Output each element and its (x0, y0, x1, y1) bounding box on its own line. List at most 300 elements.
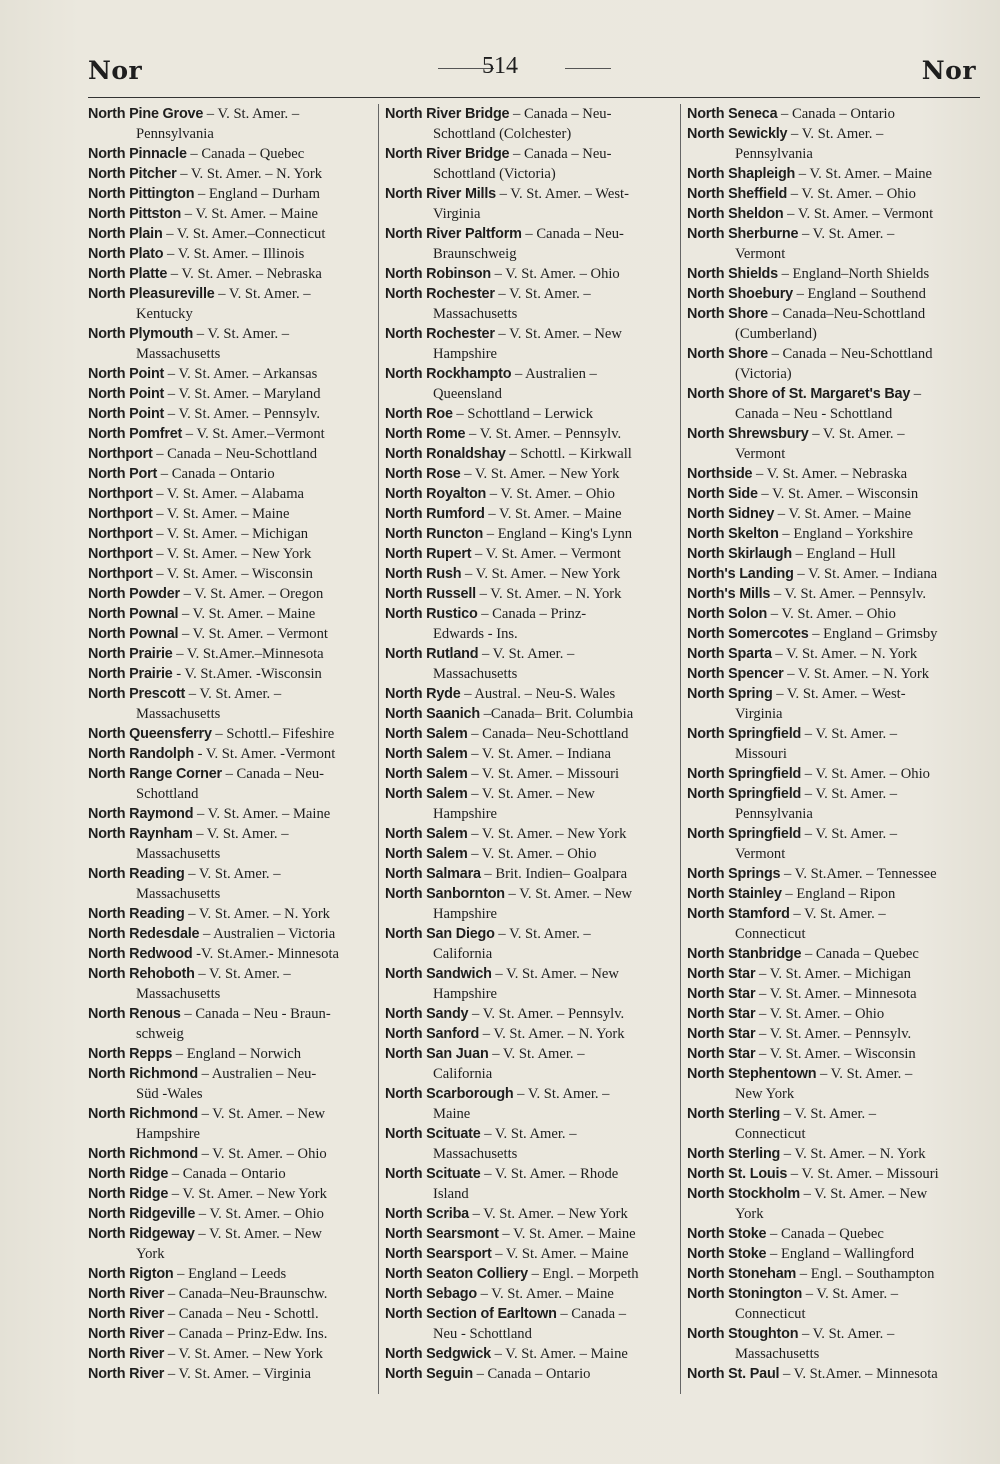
entry-place-name: North Springfield (687, 766, 802, 782)
gazetteer-entry (88, 404, 384, 424)
gazetteer-entry (88, 724, 384, 744)
entry-location: – V. St. Amer. – (185, 686, 282, 702)
entry-place-name: North Scriba (385, 1206, 469, 1222)
running-head-right: Nor (921, 56, 976, 85)
entry-place-name: North Raymond (88, 806, 194, 822)
entry-location: – V. St. Amer. – N. York (479, 1026, 625, 1042)
gazetteer-entry (687, 1024, 983, 1044)
entry-location: – V. St. Amer. – New (197, 1106, 326, 1122)
entry-location: – V. St. Amer. – Maryland (164, 386, 321, 402)
entry-place-name: North San Diego (385, 926, 495, 942)
entry-location-continued: Hampshire (433, 906, 498, 922)
entry-location: – V. St. Amer. – (798, 1326, 895, 1342)
entry-location: – V. St. Amer. – (214, 286, 311, 302)
gazetteer-entry (687, 1264, 983, 1284)
entry-place-name: North Scarborough (385, 1086, 514, 1102)
gazetteer-entry (385, 684, 677, 704)
entry-location: – V. St. Amer. – Maine (193, 806, 331, 822)
column-3 (680, 104, 983, 1394)
entry-location: – V. St. Amer. – New (194, 1226, 322, 1242)
entry-location: – V. St. Amer. – Nebraska (167, 266, 322, 282)
entry-place-name: North Point (88, 366, 165, 382)
column-1 (88, 104, 384, 1394)
entry-place-name: North Rochester (385, 286, 495, 302)
entry-place-name: North Somercotes (687, 626, 809, 642)
entry-place-name: North Rigton (88, 1266, 174, 1282)
entry-location: – V. St. Amer. – Arkansas (164, 366, 318, 382)
entry-location: – V. St. Amer. – Maine (774, 506, 912, 522)
entry-place-name: Northside (687, 466, 753, 482)
entry-location: – V. St. Amer. – Pennsylv. (164, 406, 320, 422)
entry-place-name: North Redesdale (88, 926, 200, 942)
entry-location: – V. St. Amer. – Maine (795, 166, 933, 182)
gazetteer-entry (687, 1004, 983, 1024)
gazetteer-entry (88, 484, 384, 504)
entry-location-continued: Pennsylvania (735, 806, 813, 822)
entry-place-name: North Seaton Colliery (385, 1266, 528, 1282)
entry-place-name: North Sanbornton (385, 886, 505, 902)
gazetteer-entry (385, 824, 677, 844)
gazetteer-entry (88, 1284, 384, 1304)
entry-place-name: North Raynham (88, 826, 193, 842)
gazetteer-entry (88, 444, 384, 464)
gazetteer-entry (687, 264, 983, 284)
entry-location-continued: Neu - Schottland (433, 1326, 532, 1342)
gazetteer-entry (687, 944, 983, 964)
entry-location: – England – Grimsby (808, 626, 938, 642)
entry-location: – V. St. Amer. – (801, 726, 898, 742)
entry-location: – V. St. Amer. – Pennsylv. (770, 586, 927, 602)
entry-location-continued: Vermont (735, 846, 786, 862)
gazetteer-entry (385, 884, 677, 924)
gazetteer-entry (88, 664, 384, 684)
gazetteer-entry (88, 184, 384, 204)
entry-place-name: North River (88, 1306, 165, 1322)
entry-location: – V. St. Amer. – Vermont (178, 626, 328, 642)
entry-place-name: North Prescott (88, 686, 186, 702)
gazetteer-entry (88, 224, 384, 244)
entry-location: – V. St. Amer. – Maine (490, 1346, 628, 1362)
gazetteer-entry (687, 1324, 983, 1364)
entry-location: – V. St. Amer. – New York (168, 1186, 327, 1202)
entry-location-continued: Vermont (735, 246, 786, 262)
entry-place-name: North Richmond (88, 1146, 198, 1162)
entry-place-name: North Shields (687, 266, 778, 282)
entry-place-name: North Range Corner (88, 766, 222, 782)
entry-place-name: North Plato (88, 246, 164, 262)
entry-location: – V. St. Amer. – Maine (491, 1246, 629, 1262)
gazetteer-entry (687, 124, 983, 164)
entry-location: – V. St. Amer. – Maine (152, 506, 290, 522)
gazetteer-entry (687, 1284, 983, 1324)
entry-location: – V. St. Amer. – Indiana (793, 566, 938, 582)
entry-place-name: North Shore (687, 346, 768, 362)
entry-place-name: North Sedgwick (385, 1346, 491, 1362)
entry-place-name: North Rustico (385, 606, 478, 622)
entry-place-name: North Salem (385, 846, 468, 862)
entry-location-continued: Maine (433, 1106, 471, 1122)
entry-location-continued: schweig (136, 1026, 184, 1042)
gazetteer-entry (385, 404, 677, 424)
entry-place-name: North Ridgeway (88, 1226, 195, 1242)
entry-place-name: North Saanich (385, 706, 480, 722)
entry-location: – Australien – Neu- (197, 1066, 317, 1082)
entry-place-name: Northport (88, 546, 153, 562)
gazetteer-entry (88, 904, 384, 924)
gazetteer-entry (385, 1244, 677, 1264)
gazetteer-entry (385, 1264, 677, 1284)
entry-place-name: North Plymouth (88, 326, 194, 342)
entry-place-name: North Pine Grove (88, 106, 204, 122)
entry-location: – V. St. Amer. – New York (467, 826, 627, 842)
entry-place-name: Northport (88, 486, 153, 502)
entry-place-name: North Pownal (88, 606, 179, 622)
entry-place-name: Northport (88, 506, 153, 522)
entry-place-name: North Sparta (687, 646, 772, 662)
gazetteer-entry (385, 1284, 677, 1304)
entry-location: – Canada–Neu-Schottland (767, 306, 926, 322)
entry-location: - V. St.Amer. -Wisconsin (172, 666, 322, 682)
entry-location: – England – Norwich (172, 1046, 302, 1062)
entry-place-name: North Pomfret (88, 426, 183, 442)
gazetteer-entry (687, 344, 983, 384)
entry-location: – Canada– Neu-Schottland (467, 726, 629, 742)
entry-location: – Austral. – Neu-S. Wales (460, 686, 616, 702)
entry-location-continued: Schottland (Colchester) (433, 126, 572, 142)
entry-place-name: North Queensferry (88, 726, 212, 742)
gazetteer-entry (385, 1224, 677, 1244)
entry-location: – V. St. Amer. – (787, 126, 884, 142)
entry-location-continued: Hampshire (433, 806, 498, 822)
entry-location: – V. St. Amer. – Wisconsin (755, 1046, 916, 1062)
entry-place-name: North Stoke (687, 1226, 767, 1242)
entry-location-continued: New York (735, 1086, 795, 1102)
entry-place-name: North Ridgeville (88, 1206, 196, 1222)
entry-place-name: North Stainley (687, 886, 782, 902)
entry-place-name: North River (88, 1286, 165, 1302)
entry-location: – V. St. Amer. – Vermont (783, 206, 934, 222)
gazetteer-entry (385, 604, 677, 644)
gazetteer-entry (687, 964, 983, 984)
gazetteer-entry (385, 724, 677, 744)
entry-place-name: North Side (687, 486, 758, 502)
entry-place-name: North Port (88, 466, 158, 482)
entry-place-name: North Star (687, 1046, 756, 1062)
gazetteer-entry (687, 424, 983, 464)
entry-place-name: North Stoughton (687, 1326, 799, 1342)
entry-location: – V. St. Amer. – N. York (783, 666, 929, 682)
entry-location: - V. St. Amer. -Vermont (193, 746, 336, 762)
entry-location: – V. St. Amer. – Ohio (490, 266, 620, 282)
entry-location-continued: Massachusetts (136, 346, 221, 362)
entry-location-continued: Vermont (735, 446, 786, 462)
entry-location: – Canada – Neu- (509, 106, 612, 122)
entry-place-name: North Renous (88, 1006, 181, 1022)
gazetteer-entry (687, 1184, 983, 1224)
entry-location: – V. St. Amer. – West- (495, 186, 629, 202)
gazetteer-entry (88, 604, 384, 624)
entry-place-name: North Prairie (88, 666, 173, 682)
entry-place-name: North Roe (385, 406, 453, 422)
entry-location: – V. St. Amer. – (801, 826, 898, 842)
entry-place-name: North Shrewsbury (687, 426, 809, 442)
gazetteer-entry (385, 324, 677, 364)
gazetteer-entry (88, 1164, 384, 1184)
gazetteer-entry (88, 164, 384, 184)
entry-location: – Canada – Neu-Schottland (767, 346, 933, 362)
gazetteer-entry (88, 1364, 384, 1384)
gazetteer-entry (88, 504, 384, 524)
entry-location: – V. St. Amer. – Nebraska (752, 466, 908, 482)
gazetteer-entry (88, 624, 384, 644)
entry-place-name: North Sterling (687, 1106, 781, 1122)
entry-place-name: North Salem (385, 826, 468, 842)
entry-place-name: North Seneca (687, 106, 778, 122)
gazetteer-entry (88, 584, 384, 604)
entry-location: – V. St. Amer. – Maine (181, 206, 319, 222)
entry-place-name: North St. Louis (687, 1166, 788, 1182)
entry-place-name: North Ryde (385, 686, 461, 702)
entry-location: – Australien – Victoria (199, 926, 336, 942)
entry-place-name: North Rome (385, 426, 466, 442)
entry-location: – V. St. Amer. – (478, 646, 575, 662)
entry-place-name: North Shore (687, 306, 768, 322)
entry-place-name: North Salem (385, 726, 468, 742)
gazetteer-entry (88, 1004, 384, 1044)
entry-place-name: North Sheldon (687, 206, 784, 222)
entry-place-name: North Stoke (687, 1246, 767, 1262)
entry-place-name: North Sherburne (687, 226, 799, 242)
entry-location: – Canada – Prinz- (477, 606, 587, 622)
gazetteer-entry (88, 1104, 384, 1144)
entry-location: – V. St. Amer. – (488, 1046, 585, 1062)
entry-place-name: North Spencer (687, 666, 784, 682)
entry-location-continued: Massachusetts (136, 986, 221, 1002)
entry-place-name: North Sheffield (687, 186, 788, 202)
gazetteer-entry (385, 144, 677, 184)
entry-place-name: North San Juan (385, 1046, 489, 1062)
entry-place-name: North Section of Earltown (385, 1306, 557, 1322)
entry-location: – V. St. Amer. – Wisconsin (152, 566, 313, 582)
entry-place-name: North Springfield (687, 786, 802, 802)
entry-location: – Canada – Neu-Schottland (152, 446, 318, 462)
entry-location: – V. St. Amer. – Missouri (467, 766, 620, 782)
gazetteer-entry (687, 464, 983, 484)
entry-location: – Canada – Neu - Schottl. (164, 1306, 319, 1322)
gazetteer-entry (385, 584, 677, 604)
entry-location: – England – Durham (194, 186, 320, 202)
gazetteer-entry (88, 464, 384, 484)
entry-location: – V. St. Amer. – Indiana (467, 746, 611, 762)
gazetteer-entry (687, 1144, 983, 1164)
entry-location: – V. St. Amer. – New York (460, 466, 620, 482)
entry-location: – V. St. Amer. – Ohio (195, 1206, 324, 1222)
entry-location: – V. St. Amer. – (203, 106, 300, 122)
entry-place-name: North River Bridge (385, 106, 510, 122)
gazetteer-entry (687, 764, 983, 784)
entry-place-name: North Sandy (385, 1006, 469, 1022)
gazetteer-entry (88, 264, 384, 284)
gazetteer-entry (385, 104, 677, 144)
gazetteer-entry (687, 1364, 983, 1384)
gazetteer-entry (687, 1044, 983, 1064)
gazetteer-entry (88, 744, 384, 764)
gazetteer-entry (385, 1044, 677, 1084)
gazetteer-entry (385, 444, 677, 464)
entry-location: – V. St. Amer. – New (504, 886, 633, 902)
gazetteer-entry (88, 324, 384, 364)
entry-place-name: Northport (88, 526, 153, 542)
entry-place-name: North Solon (687, 606, 768, 622)
entry-location-continued: Connecticut (735, 1126, 806, 1142)
entry-location: – V. St. Amer. – Wisconsin (757, 486, 919, 502)
gazetteer-entry (88, 1264, 384, 1284)
gazetteer-entry (88, 1044, 384, 1064)
gazetteer-entry (687, 604, 983, 624)
entry-location: – V. St. Amer. – Missouri (787, 1166, 939, 1182)
entry-place-name: North Skirlaugh (687, 546, 792, 562)
entry-place-name: North Pittston (88, 206, 182, 222)
gazetteer-entry (687, 284, 983, 304)
gazetteer-entry (687, 1064, 983, 1104)
gazetteer-entry (687, 1244, 983, 1264)
gazetteer-entry (687, 904, 983, 944)
entry-location: – V. St. Amer. – New York (468, 1206, 628, 1222)
entry-place-name: North Platte (88, 266, 168, 282)
entry-location: – V. St. Amer. – (780, 1106, 877, 1122)
gazetteer-entry (687, 724, 983, 764)
entry-place-name: Northport (88, 446, 153, 462)
entry-location: – V. St. Amer. – Pennsylv. (468, 1006, 625, 1022)
gazetteer-entry (88, 1144, 384, 1164)
entry-place-name: North Powder (88, 586, 180, 602)
gazetteer-entry (385, 464, 677, 484)
entry-location: – V. St. Amer. – Rhode (480, 1166, 619, 1182)
entry-place-name: North Salmara (385, 866, 481, 882)
entry-place-name: North River Paltform (385, 226, 522, 242)
entry-place-name: North Star (687, 1026, 756, 1042)
entry-location-continued: Virginia (735, 706, 783, 722)
entry-place-name: North Pittington (88, 186, 195, 202)
gazetteer-entry (687, 884, 983, 904)
gazetteer-entry (687, 204, 983, 224)
gazetteer-entry (88, 104, 384, 144)
entry-place-name: North Richmond (88, 1106, 198, 1122)
gazetteer-entry (385, 844, 677, 864)
gazetteer-entry (687, 504, 983, 524)
gazetteer-entry (385, 184, 677, 224)
entry-location: – V. St.Amer.–Minnesota (172, 646, 324, 662)
gazetteer-entry (385, 744, 677, 764)
entry-location: – V. St. Amer. – Ohio (486, 486, 615, 502)
entry-location: – England – Ripon (781, 886, 896, 902)
entry-place-name: North Pitcher (88, 166, 177, 182)
gazetteer-entry (385, 1364, 677, 1384)
gazetteer-entry (385, 1344, 677, 1364)
entry-place-name: North Point (88, 406, 165, 422)
gazetteer-entry (687, 524, 983, 544)
gazetteer-entry (385, 1304, 677, 1344)
entry-place-name: North Royalton (385, 486, 487, 502)
entry-place-name: North Point (88, 386, 165, 402)
entry-location: – V. St. Amer. – Alabama (152, 486, 305, 502)
entry-location-continued: Hampshire (136, 1126, 201, 1142)
gazetteer-entry (687, 824, 983, 864)
gazetteer-entry (687, 784, 983, 824)
entry-location: – V. St. Amer. – Virginia (164, 1366, 312, 1382)
entry-place-name: North Rehoboth (88, 966, 195, 982)
entry-location-continued: Massachusetts (735, 1346, 820, 1362)
gazetteer-entry (385, 704, 677, 724)
entry-place-name: North Russell (385, 586, 476, 602)
entry-place-name: North Pinnacle (88, 146, 187, 162)
entry-location: – V. St. Amer. – N. York (780, 1146, 926, 1162)
entry-location: – Canada – Neu- (509, 146, 612, 162)
entry-location: – V. St. Amer. – Maine (484, 506, 622, 522)
entry-location: – V. St. Amer. – Illinois (163, 246, 305, 262)
gazetteer-entry (88, 684, 384, 724)
entry-location: – V. St. Amer. – (816, 1066, 913, 1082)
entry-location-continued: (Victoria) (735, 366, 792, 382)
gazetteer-entry (88, 824, 384, 864)
entry-location-continued: Island (433, 1186, 469, 1202)
entry-place-name: North River (88, 1326, 165, 1342)
entry-location: – V. St. Amer. – New (799, 1186, 928, 1202)
gazetteer-entry (385, 364, 677, 404)
gazetteer-entry (385, 1004, 677, 1024)
entry-location: – Schottland – Lerwick (452, 406, 593, 422)
entry-place-name: North Scituate (385, 1166, 481, 1182)
entry-location-continued: Schottland (136, 786, 199, 802)
entry-place-name: North Reading (88, 866, 185, 882)
gazetteer-entry (687, 564, 983, 584)
entry-location-continued: Hampshire (433, 986, 498, 1002)
entry-location-continued: Schottland (Victoria) (433, 166, 556, 182)
entry-location-continued: Massachusetts (136, 886, 221, 902)
gazetteer-entry (88, 764, 384, 804)
entry-place-name: North Salem (385, 786, 468, 802)
entry-location: – V. St. Amer. – Ohio (197, 1146, 327, 1162)
gazetteer-entry (385, 1204, 677, 1224)
gazetteer-entry (88, 244, 384, 264)
entry-location: – V. St. Amer. – Oregon (179, 586, 324, 602)
entry-place-name: North River Bridge (385, 146, 510, 162)
entry-location: – V. St. Amer. – Ohio (467, 846, 597, 862)
entry-place-name: North Rumford (385, 506, 485, 522)
gazetteer-entry (88, 1344, 384, 1364)
entry-location-continued: Massachusetts (136, 846, 221, 862)
gazetteer-entry (385, 864, 677, 884)
entry-place-name: North Stoneham (687, 1266, 797, 1282)
entry-place-name: North River (88, 1346, 165, 1362)
entry-location: – Canada – Ontario (472, 1366, 591, 1382)
entry-location: – Engl. – Morpeth (527, 1266, 639, 1282)
entry-location: – V. St. Amer. – (802, 1286, 899, 1302)
entry-location: – V. St. Amer. – Minnesota (755, 986, 917, 1002)
gazetteer-entry (88, 144, 384, 164)
entry-place-name: North Sanford (385, 1026, 480, 1042)
entry-place-name: North River (88, 1366, 165, 1382)
entry-place-name: North Rush (385, 566, 462, 582)
entry-location: – V. St. Amer. – New York (461, 566, 621, 582)
gazetteer-entry (88, 1184, 384, 1204)
gazetteer-entry (385, 1024, 677, 1044)
entry-location: – V. St. Amer. – (789, 906, 886, 922)
gazetteer-entry (385, 424, 677, 444)
entry-location: – V. St. Amer. – Maine (476, 1286, 614, 1302)
entry-place-name: North St. Paul (687, 1366, 780, 1382)
entry-location: – Canada–Neu-Braunschw. (164, 1286, 328, 1302)
